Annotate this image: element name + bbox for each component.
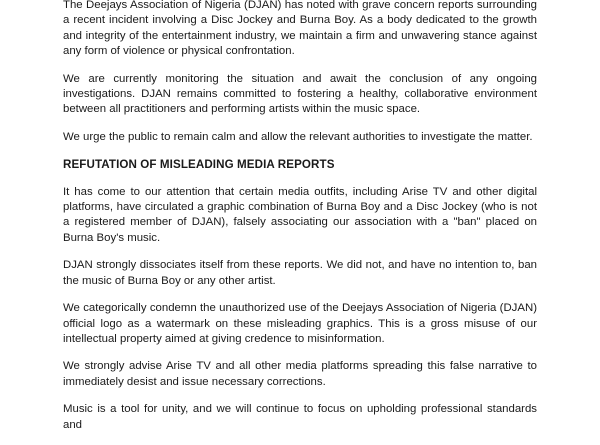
refutation-paragraph-5: Music is a tool for unity, and we will continue to focus on upholding professional standards and	[63, 403, 537, 431]
refutation-paragraph-4: We strongly advise Arise TV and all other media platforms spreading this false narrative to immediately desist and issue necessary corrections.	[63, 360, 537, 388]
press-statement-body	[63, 0, 537, 445]
refutation-paragraph-2: DJAN strongly dissociates itself from these reports. We did not, and have no intention to, ban the music of Burna Boy or any other artist.	[63, 259, 537, 287]
intro-paragraph-2: We are currently monitoring the situation and await the conclusion of any ongoing investigations. DJAN remains committed to fostering a healthy, collaborative environment between all practitioners and performing artists within the music space.	[63, 72, 537, 116]
section-heading: REFUTATION OF MISLEADING MEDIA REPORTS	[63, 158, 335, 172]
intro-paragraph-3: We urge the public to remain calm and allow the relevant authorities to investigate the matter.	[63, 130, 533, 143]
intro-paragraph-1: The Deejays Association of Nigeria (DJAN) has noted with grave concern reports surrounding a recent incident involving a Disc Jockey and Burna Boy. As a body dedicated to the growth and integrity of the entertainment industry, we maintain a firm and unwavering stance against any form of violence or physical confrontation.	[63, 0, 537, 58]
refutation-paragraph-1: It has come to our attention that certain media outfits, including Arise TV and other digital platforms, have circulated a graphic combination of Burna Boy and a Disc Jockey (who is not a registered member of DJAN), falsely associating our association with a "ban" placed on Burna Boy's music.	[63, 185, 537, 244]
refutation-paragraph-3: We categorically condemn the unauthorized use of the Deejays Association of Nigeria (DJAN) official logo as a watermark on these misleading graphics. This is a gross misuse of our intellectual property aimed at giving credence to misinformation.	[63, 302, 537, 345]
